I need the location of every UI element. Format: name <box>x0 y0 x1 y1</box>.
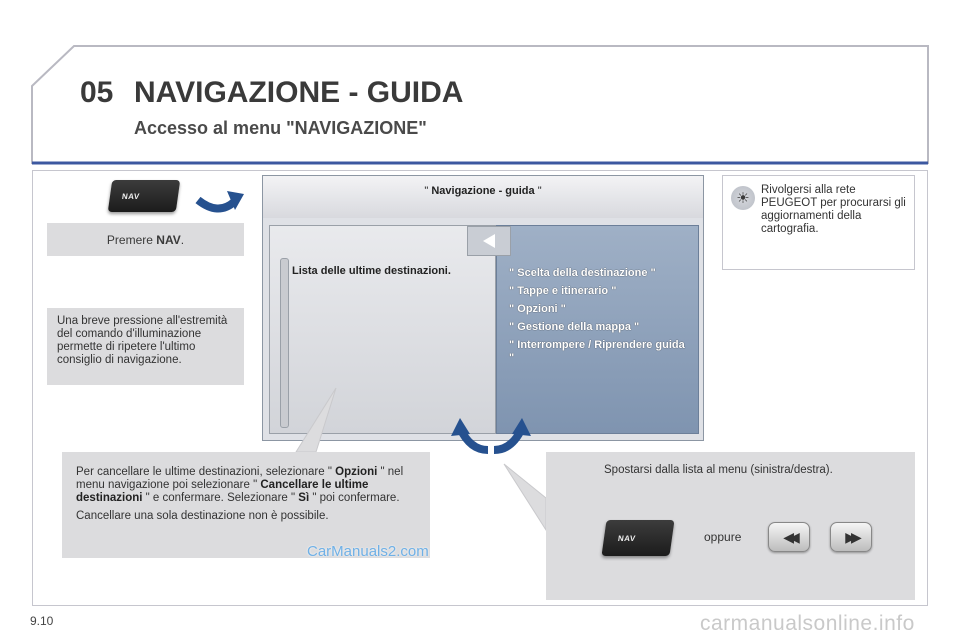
tip-text: Rivolgersi alla rete PEUGEOT per procurarsi gli aggiornamenti della cartografia. <box>761 184 906 235</box>
short-press-note: Una breve pressione all'estremità del comando d'illuminazione permette di ripetere l'ultimo consiglio di navigazione. <box>57 315 228 366</box>
or-label: oppure <box>704 530 742 544</box>
menu-list <box>509 267 689 370</box>
watermark-carmanuals2: CarManuals2.com <box>307 543 429 560</box>
watermark-carmanualsonline: carmanualsonline.info <box>700 612 915 635</box>
move-list-menu-box <box>546 452 915 600</box>
nav-button-label: NAV <box>121 191 141 201</box>
menu-item-scelta-destinazione[interactable]: " Scelta della destinazione " <box>509 267 656 279</box>
forward-button[interactable] <box>830 522 872 552</box>
press-text-key: NAV <box>156 232 181 247</box>
move-list-menu-text: Spostarsi dalla lista al menu (sinistra/destra). <box>604 464 833 476</box>
rewind-icon: ◀◀ <box>783 528 795 545</box>
delete-destinations-instructions: Per cancellare le ultime destinazioni, selezionare " Opzioni " nel menu navigazione poi selezionare " Cancellare le ultime destinazioni " e confermare. Selezionare " Sì " poi confermare. <box>76 466 407 504</box>
curved-arrow-icon <box>194 184 250 218</box>
forward-icon: ▶▶ <box>845 528 857 545</box>
menu-item-interrompere-riprendere[interactable]: " Interrompere / Riprendere guida " <box>509 339 685 364</box>
screen-title-bar <box>263 176 703 218</box>
nav-button-secondary[interactable] <box>601 520 674 556</box>
chapter-number: 05 <box>80 76 114 109</box>
menu-item-opzioni[interactable]: " Opzioni " <box>509 303 566 315</box>
nav-button-secondary-label: NAV <box>617 533 637 543</box>
single-delete-note: Cancellare una sola destinazione non è possibile. <box>76 510 329 522</box>
page-number: 9.10 <box>30 614 54 628</box>
nav-button[interactable] <box>108 180 180 212</box>
rewind-button[interactable] <box>768 522 810 552</box>
back-arrow-icon <box>482 234 496 248</box>
page-title: NAVIGAZIONE - GUIDA <box>134 76 464 109</box>
screen-title: " Navigazione - guida " <box>424 185 542 197</box>
press-text-prefix: Premere <box>106 232 157 247</box>
menu-item-gestione-mappa[interactable]: " Gestione della mappa " <box>509 321 640 333</box>
tip-box <box>722 175 915 270</box>
tip-icon: ☀ <box>731 186 755 210</box>
press-text-suffix: . <box>180 232 185 247</box>
page-subtitle: Accesso al menu "NAVIGAZIONE" <box>134 118 427 138</box>
short-press-note-box <box>47 308 244 385</box>
menu-back-tab[interactable] <box>467 226 511 256</box>
menu-item-tappe-itinerario[interactable]: " Tappe e itinerario " <box>509 285 617 297</box>
destinations-list-label: Lista delle ultime destinazioni. <box>292 265 451 277</box>
press-nav-box <box>47 223 244 256</box>
